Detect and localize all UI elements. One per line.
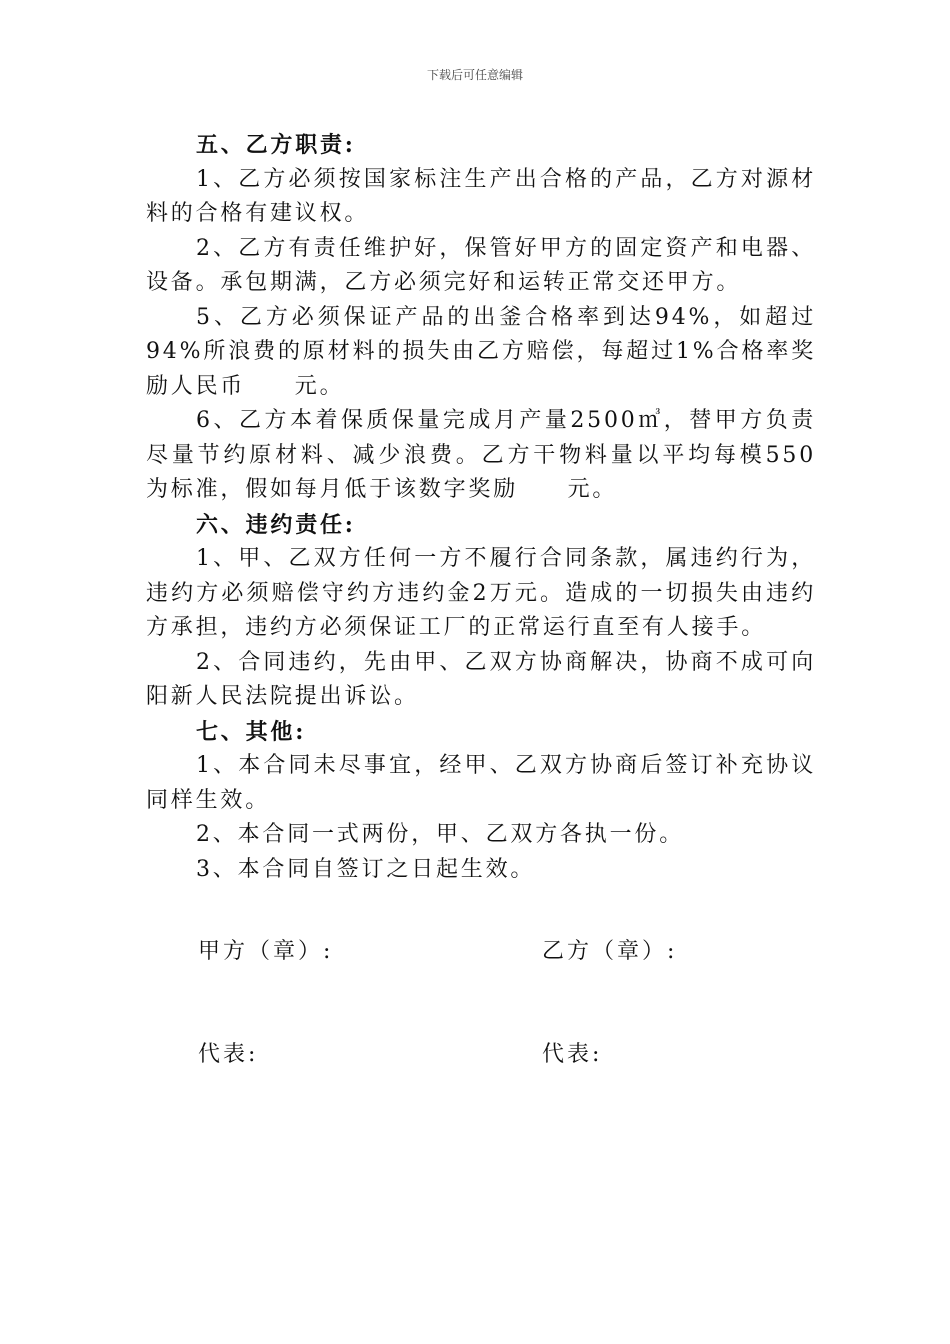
contract-body — [146, 128, 816, 887]
clause-paragraph: 3、本合同自签订之日起生效。 — [196, 856, 536, 882]
clause-paragraph: 1、乙方必须按国家标注生产出合格的产品，乙方对源材料的合格有建议权。 — [146, 166, 816, 226]
clause-paragraph: 1、甲、乙双方任何一方不履行合同条款，属违约行为，违约方必须赔偿守约方违约金2万元。造成的一切损失由违约方承担，违约方必须保证工厂的正常运行直至有人接手。 — [146, 546, 816, 640]
section-heading: 五、乙方职责: — [196, 132, 356, 158]
clause-paragraph: 2、合同违约，先由甲、乙双方协商解决，协商不成可向阳新人民法院提出诉讼。 — [146, 649, 816, 709]
party-b-representative-label: 代表: — [542, 1042, 603, 1067]
party-b-seal-label: 乙方（章）: — [542, 939, 678, 964]
section-heading: 七、其他: — [196, 718, 307, 745]
clause-paragraph: 1、本合同未尽事宜，经甲、乙双方协商后签订补充协议同样生效。 — [146, 753, 816, 813]
clause-paragraph: 6、乙方本着保质保量完成月产量2500㎥，替甲方负责尽量节约原材料、减少浪费。乙方干物料量以平均每模550为标准，假如每月低于该数字奖励 元。 — [146, 408, 816, 502]
party-a-representative-label: 代表: — [198, 1042, 259, 1067]
clause-paragraph: 2、本合同一式两份，甲、乙双方各执一份。 — [196, 822, 684, 847]
section-heading: 六、违约责任: — [196, 511, 356, 538]
party-a-seal-label: 甲方（章）: — [198, 939, 334, 964]
clause-paragraph: 2、乙方有责任维护好，保管好甲方的固定资产和电器、设备。承包期满，乙方必须完好和运转正常交还甲方。 — [146, 235, 816, 295]
page-header: 下载后可任意编辑 — [426, 68, 523, 82]
clause-paragraph: 5、乙方必须保证产品的出釜合格率到达94%，如超过94%所浪费的原材料的损失由乙方赔偿，每超过1%合格率奖励人民币 元。 — [146, 304, 816, 399]
